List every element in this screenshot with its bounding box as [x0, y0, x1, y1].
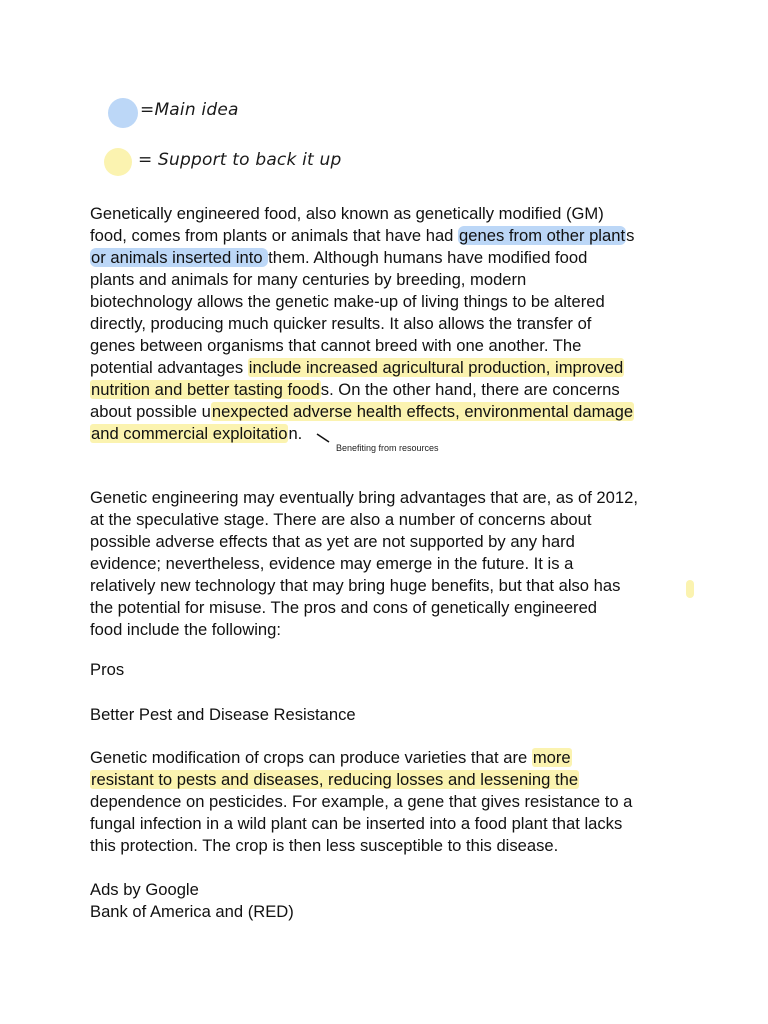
support-highlight: resistant to pests and diseases, reducing losses and lessening the — [91, 770, 579, 789]
support-color-dot — [104, 148, 132, 176]
pros-heading: Pros — [90, 660, 125, 679]
ads-link[interactable]: Bank of America and (RED) — [90, 902, 294, 921]
support-highlight: nexpected adverse health effects, environmental damage — [211, 402, 634, 421]
handwritten-annotation: Benefiting from resources — [336, 443, 439, 453]
text-line: dependence on pesticides. For example, a gene that gives resistance to a — [90, 792, 633, 811]
text-line: fungal infection in a wild plant can be inserted into a food plant that lacks — [90, 814, 623, 833]
text-line: Genetic modification of crops can produce varieties that are more — [90, 748, 571, 767]
section-subheading: Better Pest and Disease Resistance — [90, 705, 356, 724]
paragraph-pest-resistance — [90, 747, 690, 857]
text-line: plants and animals for many centuries by breeding, modern — [90, 270, 527, 289]
text-line — [90, 769, 690, 791]
text-line: at the speculative stage. There are also a number of concerns about — [90, 510, 592, 529]
text-line: food include the following: — [90, 620, 281, 639]
support-highlight: nutrition and better tasting food — [91, 380, 320, 399]
stray-highlight-mark — [686, 580, 694, 598]
main-idea-highlight: genes from other plant — [459, 226, 626, 245]
text-line: genes between organisms that cannot breed with one another. The — [90, 336, 582, 355]
paragraph-intro — [90, 203, 690, 445]
text-line: directly, producing much quicker results. It also allows the transfer of — [90, 314, 592, 333]
text-line: Genetic engineering may eventually bring advantages that are, as of 2012, — [90, 488, 638, 507]
text-line: this protection. The crop is then less susceptible to this disease. — [90, 836, 559, 855]
annotation-arrow — [315, 430, 337, 446]
text-line: about possible unexpected adverse health effects, environmental damage — [90, 402, 634, 421]
text-line: nutrition and better tasting foods. On the other hand, there are concerns — [91, 380, 620, 399]
legend-support: = Support to back it up — [138, 150, 342, 170]
text-line: food, comes from plants or animals that have had genes from other plants — [90, 226, 635, 245]
paragraph-speculative — [90, 487, 690, 641]
text-line: or animals inserted into them. Although humans have modified food — [91, 248, 588, 267]
text-line: Genetically engineered food, also known as genetically modified (GM) — [90, 204, 604, 223]
support-highlight: and commercial exploitatio — [91, 424, 288, 443]
main-idea-highlight: or animals inserted into — [91, 248, 268, 267]
legend-main-idea: =Main idea — [140, 100, 239, 120]
text-line: relatively new technology that may bring huge benefits, but that also has — [90, 576, 621, 595]
main-idea-color-dot — [108, 98, 138, 128]
text-line: biotechnology allows the genetic make-up of living things to be altered — [90, 292, 605, 311]
text-line: the potential for misuse. The pros and cons of genetically engineered — [90, 598, 598, 617]
ads-label: Ads by Google — [90, 880, 199, 899]
text-line: possible adverse effects that as yet are not supported by any hard — [90, 532, 575, 551]
ads-block — [90, 879, 690, 923]
text-line: potential advantages include increased agricultural production, improved — [90, 358, 624, 377]
text-line: and commercial exploitation. — [91, 424, 303, 443]
support-highlight: include increased agricultural production, improved — [248, 358, 624, 377]
support-highlight: more — [532, 748, 571, 767]
text-line: evidence; nevertheless, evidence may emerge in the future. It is a — [90, 554, 574, 573]
